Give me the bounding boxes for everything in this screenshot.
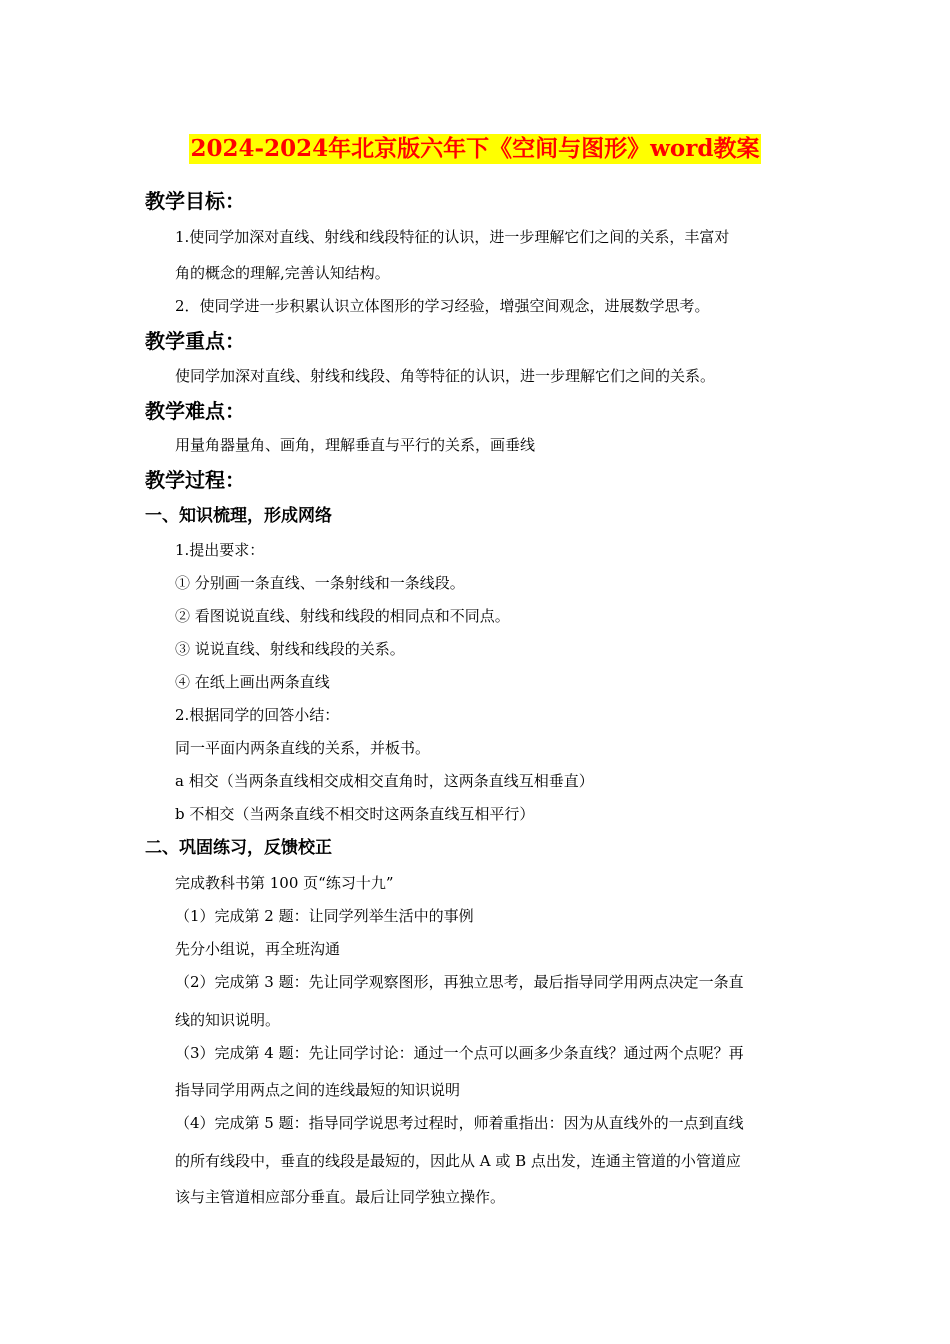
part2-line: （2）完成第 3 题：先让同学观察图形，再独立思考，最后指导同学用两点决定一条直 xyxy=(175,973,744,991)
title-wrap xyxy=(0,134,950,164)
goals-paragraph-1-line-2: 角的概念的理解,完善认知结构。 xyxy=(175,264,390,282)
part1-line: a 相交（当两条直线相交成相交直角时，这两条直线互相垂直） xyxy=(175,772,594,790)
part1-line: ④ 在纸上画出两条直线 xyxy=(175,673,330,691)
part1-line: b 不相交（当两条直线不相交时这两条直线互相平行） xyxy=(175,805,535,823)
part1-line: ② 看图说说直线、射线和线段的相同点和不同点。 xyxy=(175,607,510,625)
part2-line: 该与主管道相应部分垂直。最后让同学独立操作。 xyxy=(175,1188,506,1206)
part2-line: 的所有线段中，垂直的线段是最短的，因此从 A 或 B 点出发，连通主管道的小管道应 xyxy=(175,1152,741,1170)
goals-heading: 教学目标： xyxy=(145,189,245,213)
goals-paragraph-1-line-1: 1.使同学加深对直线、射线和线段特征的认识，进一步理解它们之间的关系，丰富对 xyxy=(175,228,730,246)
part2-heading: 二、巩固练习，反馈校正 xyxy=(145,838,332,858)
keypoints-text: 使同学加深对直线、射线和线段、角等特征的认识，进一步理解它们之间的关系。 xyxy=(175,367,716,385)
keypoints-heading: 教学重点： xyxy=(145,329,245,353)
goals-paragraph-2: 2．使同学进一步积累认识立体图形的学习经验，增强空间观念，进展数学思考。 xyxy=(175,297,710,315)
part2-line: 完成教科书第 100 页“练习十九” xyxy=(175,874,394,892)
document-title: 2024-2024年北京版六年下《空间与图形》word教案 xyxy=(190,135,760,162)
process-heading: 教学过程： xyxy=(145,468,245,492)
part1-line: 同一平面内两条直线的关系，并板书。 xyxy=(175,739,431,757)
difficulties-heading: 教学难点： xyxy=(145,399,245,423)
part1-line: 1.提出要求： xyxy=(175,541,265,559)
difficulties-text: 用量角器量角、画角，理解垂直与平行的关系，画垂线 xyxy=(175,436,536,454)
part1-line: 2.根据同学的回答小结： xyxy=(175,706,340,724)
part2-line: 线的知识说明。 xyxy=(175,1011,281,1029)
part1-heading: 一、知识梳理，形成网络 xyxy=(145,506,332,526)
part1-line: ③ 说说直线、射线和线段的关系。 xyxy=(175,640,405,658)
part2-line: （4）完成第 5 题：指导同学说思考过程时，师着重指出：因为从直线外的一点到直线 xyxy=(175,1114,744,1132)
part1-line: ① 分别画一条直线、一条射线和一条线段。 xyxy=(175,574,465,592)
part2-line: 指导同学用两点之间的连线最短的知识说明 xyxy=(175,1081,461,1099)
part2-line: 先分小组说，再全班沟通 xyxy=(175,940,341,958)
part2-line: （1）完成第 2 题：让同学列举生活中的事例 xyxy=(175,907,474,925)
part2-line: （3）完成第 4 题：先让同学讨论：通过一个点可以画多少条直线？通过两个点呢？再 xyxy=(175,1044,744,1062)
